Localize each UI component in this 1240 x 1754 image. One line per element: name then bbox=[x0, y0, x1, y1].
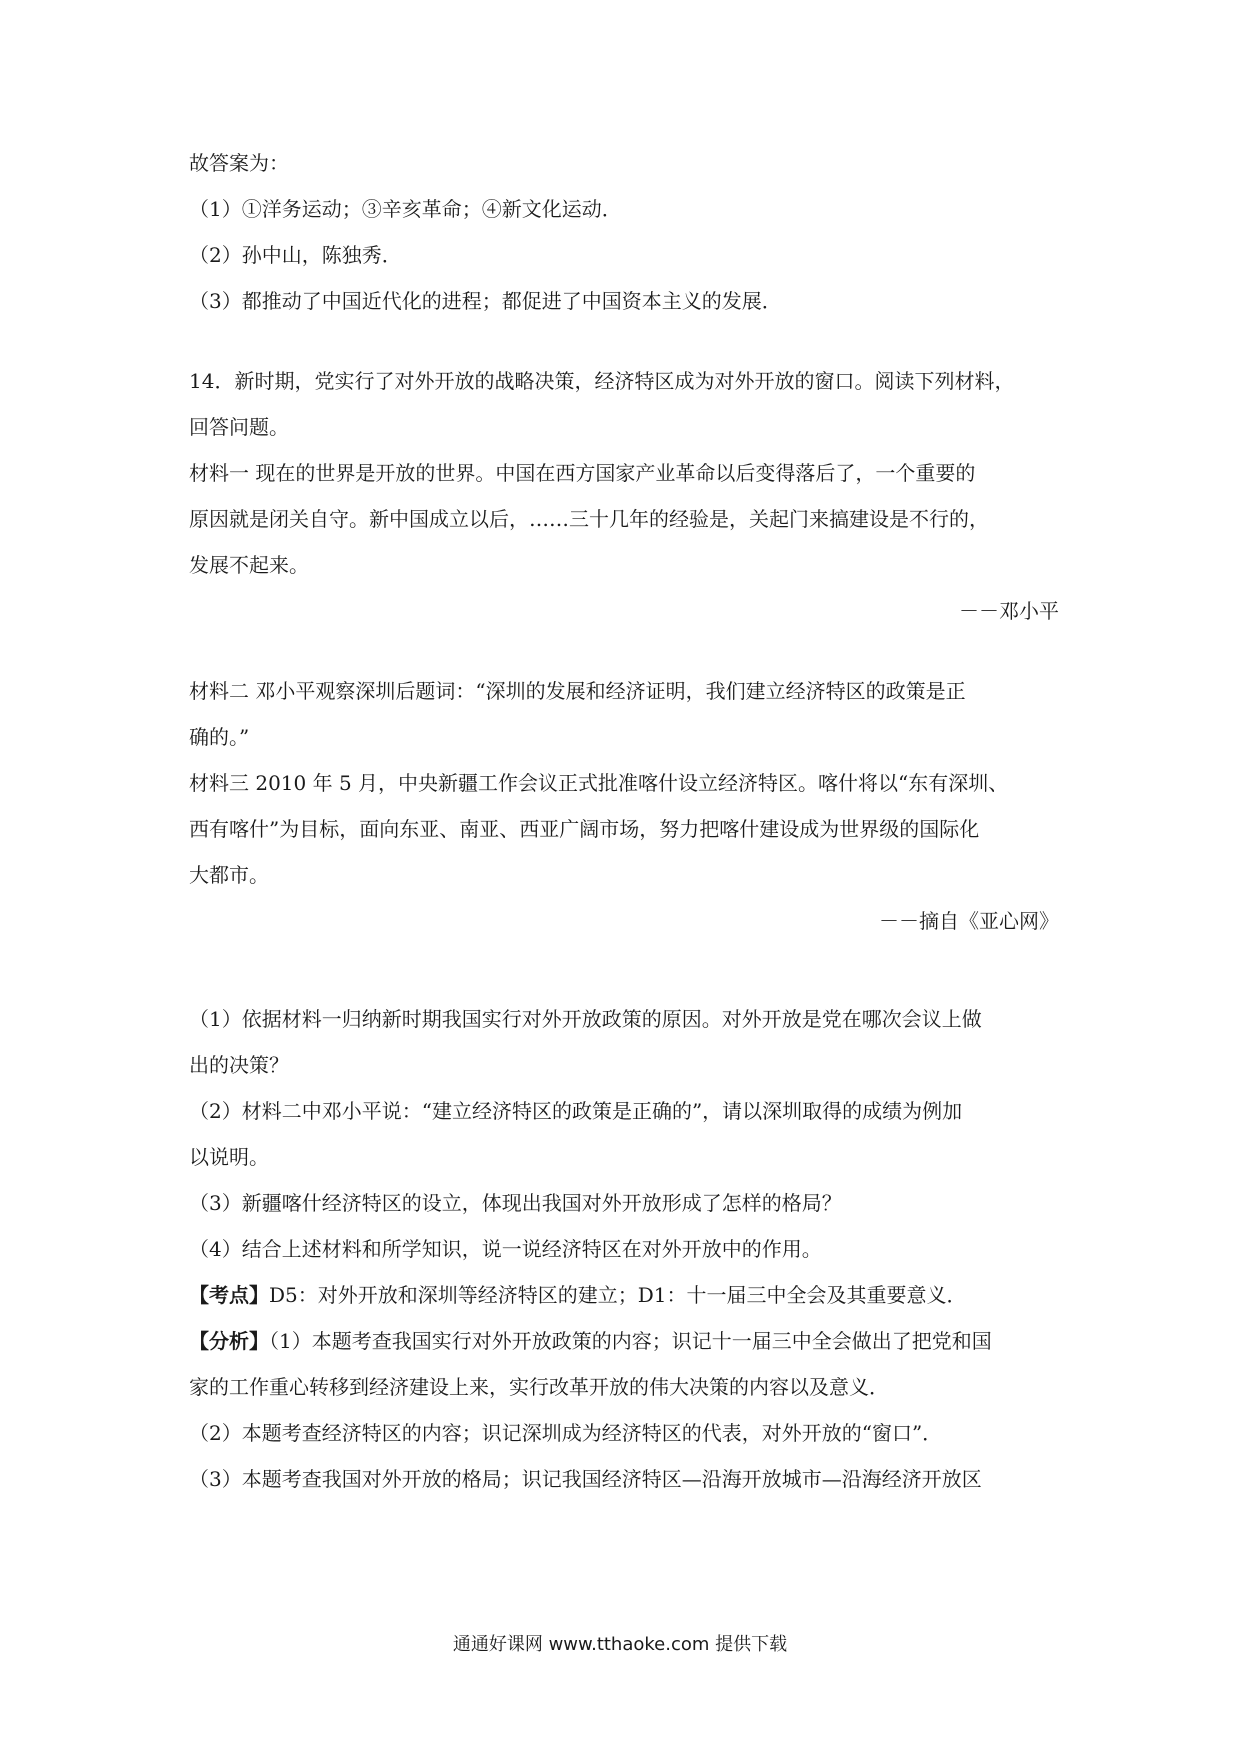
sub-question-1: （1）依据材料一归纳新时期我国实行对外开放政策的原因。对外开放是党在哪次会议上做 bbox=[189, 1007, 982, 1031]
material-2-text-cont: 确的。” bbox=[189, 725, 250, 749]
fenxi-line bbox=[189, 1318, 1059, 1364]
kaodian-line bbox=[189, 1272, 1059, 1318]
material-1-text-cont: 原因就是闭关自守。新中国成立以后，……三十几年的经验是，关起门来搞建设是不行的， bbox=[189, 507, 989, 531]
question-14-stem: 14．新时期，党实行了对外开放的战略决策，经济特区成为对外开放的窗口。阅读下列材料， bbox=[189, 369, 1015, 393]
sub-question-3: （3）新疆喀什经济特区的设立，体现出我国对外开放形成了怎样的格局？ bbox=[189, 1191, 842, 1215]
fenxi-text-2: 家的工作重心转移到经济建设上来，实行改革开放的伟大决策的内容以及意义． bbox=[189, 1375, 889, 1399]
material-3-text-end: 大都市。 bbox=[189, 863, 269, 887]
question-14-stem-cont: 回答问题。 bbox=[189, 415, 289, 439]
answer-3: （3）都推动了中国近代化的进程；都促进了中国资本主义的发展． bbox=[189, 289, 782, 313]
document-page bbox=[189, 140, 1059, 1502]
sub-question-2-cont: 以说明。 bbox=[189, 1145, 269, 1169]
sub-question-4: （4）结合上述材料和所学知识，说一说经济特区在对外开放中的作用。 bbox=[189, 1237, 822, 1261]
kaodian-label: 【考点】 bbox=[189, 1283, 269, 1307]
answer-intro: 故答案为： bbox=[189, 151, 289, 175]
material-3-source: －－摘自《亚心网》 bbox=[879, 909, 1059, 933]
material-1-text-end: 发展不起来。 bbox=[189, 553, 309, 577]
fenxi-text-1: （1）本题考查我国实行对外开放政策的内容；识记十一届三中全会做出了把党和国 bbox=[269, 1329, 992, 1353]
fenxi-text-4: （3）本题考查我国对外开放的格局；识记我国经济特区—沿海开放城市—沿海经济开放区 bbox=[189, 1467, 982, 1491]
material-1-text: 材料一 现在的世界是开放的世界。中国在西方国家产业革命以后变得落后了，一个重要的 bbox=[189, 461, 976, 485]
kaodian-text: D5：对外开放和深圳等经济特区的建立；D1：十一届三中全会及其重要意义． bbox=[269, 1283, 967, 1307]
answer-1: （1）①洋务运动；③辛亥革命；④新文化运动． bbox=[189, 197, 622, 221]
page-footer: 通通好课网 www.tthaoke.com 提供下载 bbox=[452, 1634, 788, 1655]
material-3-text-cont: 西有喀什”为目标，面向东亚、南亚、西亚广阔市场，努力把喀什建设成为世界级的国际化 bbox=[189, 817, 980, 841]
fenxi-label: 【分析】 bbox=[189, 1329, 269, 1353]
material-1-source: －－邓小平 bbox=[959, 599, 1059, 623]
sub-question-2: （2）材料二中邓小平说：“建立经济特区的政策是正确的”，请以深圳取得的成绩为例加 bbox=[189, 1099, 963, 1123]
material-3-text: 材料三 2010 年 5 月，中央新疆工作会议正式批准喀什设立经济特区。喀什将以“东有深圳、 bbox=[189, 771, 1009, 795]
answer-2: （2）孙中山，陈独秀． bbox=[189, 243, 402, 267]
material-2-text: 材料二 邓小平观察深圳后题词：“深圳的发展和经济证明，我们建立经济特区的政策是正 bbox=[189, 679, 966, 703]
sub-question-1-cont: 出的决策？ bbox=[189, 1053, 289, 1077]
fenxi-text-3: （2）本题考查经济特区的内容；识记深圳成为经济特区的代表，对外开放的“窗口”． bbox=[189, 1421, 943, 1445]
